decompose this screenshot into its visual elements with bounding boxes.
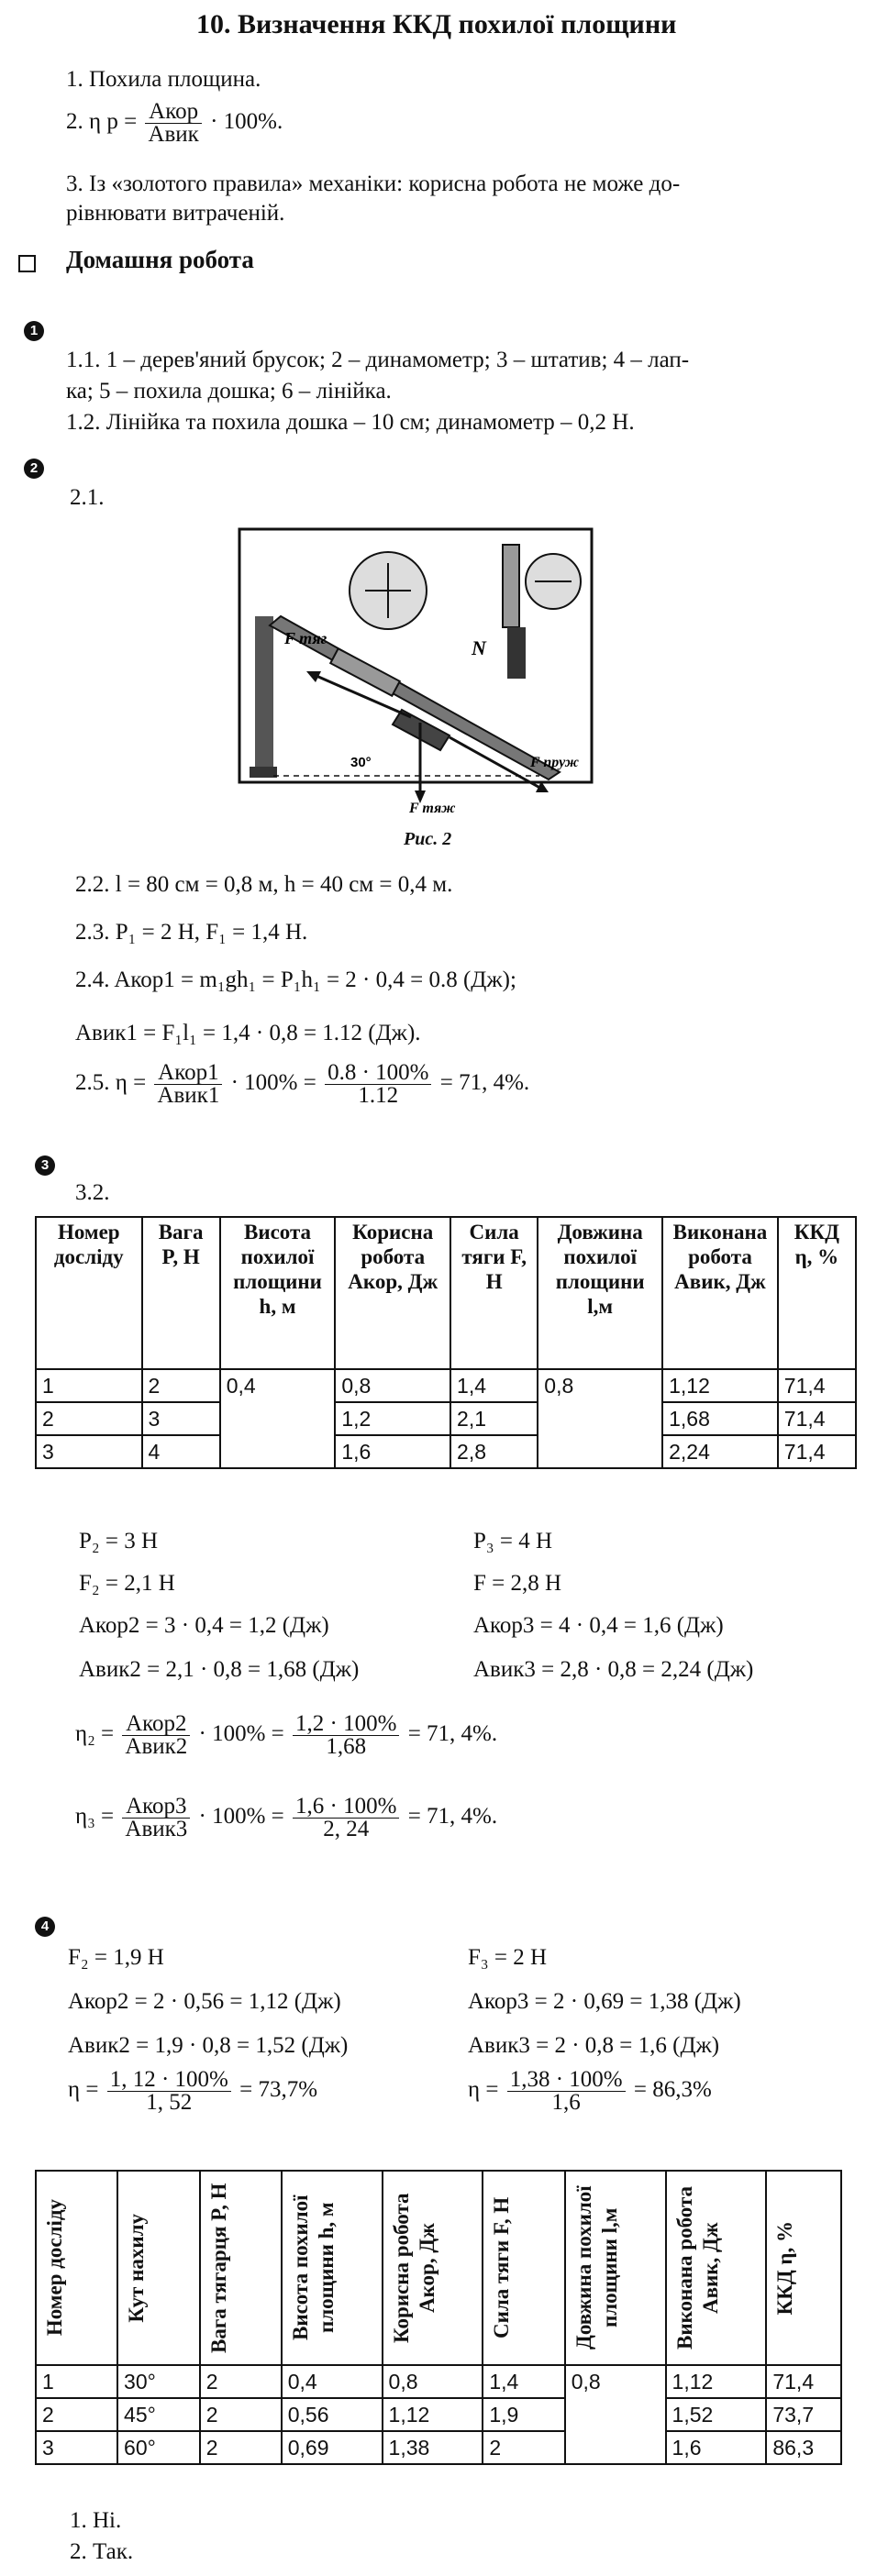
intro-item-3-line-2: рівнювати витраченій. [66, 201, 285, 226]
s4-akor3: Aкор3 = 2 · 0,69 = 1,38 (Дж) [468, 1989, 741, 2014]
s4-eta-a-prefix: η = [68, 2077, 99, 2103]
t3-header-cell: ККД η, % [778, 1217, 856, 1369]
s3-eta3-den-1: Aвик3 [125, 1817, 188, 1841]
label-fpruzh: F пруж [530, 755, 580, 770]
table-4 [35, 2170, 842, 2465]
t4-cell: 1,38 [383, 2431, 483, 2464]
t4-cell: 1,6 [666, 2431, 767, 2464]
s4-eta-a-suffix: = 73,7% [239, 2077, 318, 2103]
t4-cell: 86,3 [766, 2431, 841, 2464]
t3-cell: 2 [142, 1369, 220, 1402]
table-row [36, 1369, 856, 1402]
label-n: N [472, 636, 486, 659]
intro-fraction-denominator: Aвик [148, 122, 199, 147]
t4-cell: 2 [36, 2398, 117, 2431]
s3-eta2-den-1: Aвик2 [125, 1734, 188, 1759]
t4-cell: 0,56 [282, 2398, 383, 2431]
section-3-badge: 3 [35, 1155, 55, 1176]
t4-cell: 2 [200, 2398, 282, 2431]
s4-akor2: Aкор2 = 2 · 0,56 = 1,12 (Дж) [68, 1989, 341, 2014]
s4-eta-b-fraction [507, 2069, 626, 2114]
label-ftyazh: F тяж [409, 801, 456, 816]
s3-eta2-fraction-1 [122, 1713, 190, 1758]
s3-p2: P₂ = 3 Н [79, 1529, 159, 1553]
t4-cell: 30° [117, 2365, 200, 2398]
s4-avyk2: Aвик2 = 1,9 · 0,8 = 1,52 (Дж) [68, 2033, 349, 2058]
table-row [36, 1435, 856, 1468]
vertical-dynamometer [503, 545, 519, 627]
t3-header-cell: Висота похилої площини h, м [220, 1217, 336, 1369]
s2-eta-num-2: 0.8 · 100% [325, 1062, 431, 1085]
s1-line-2: ка; 5 – похила дошка; 6 – лінійка. [66, 379, 392, 404]
s3-f3: F = 2,8 Н [473, 1571, 562, 1596]
table-4-header-row [36, 2171, 841, 2365]
t4-header-text: Висота похилої площини h, м [288, 2195, 338, 2341]
t4-header-cell [36, 2171, 117, 2365]
s2-eta-mid: · 100% = [230, 1070, 316, 1096]
stand-base [250, 767, 277, 778]
intro-item-3-line-1: 3. Із «золотого правила» механіки: корисна робота не може до- [66, 171, 681, 196]
s3-eta2-prefix: η₂ = [75, 1721, 115, 1747]
s2-eta-fraction-1 [154, 1062, 222, 1107]
s3-eta2-den-2: 1,68 [326, 1734, 367, 1759]
homework-title: Домашня робота [66, 246, 254, 273]
intro-item-2-suffix: · 100%. [210, 109, 283, 135]
t3-header-cell: Сила тяги F, Н [450, 1217, 538, 1369]
s3-eta3-suffix: = 71, 4%. [407, 1804, 498, 1830]
t4-header-text: Сила тяги F, Н [490, 2196, 514, 2339]
intro-fraction [145, 101, 201, 146]
t4-header-text: Кут нахилу [125, 2213, 149, 2323]
s3-eta2-fraction-2 [293, 1713, 399, 1758]
t4-header-cell [282, 2171, 383, 2365]
label-angle: 30° [350, 755, 372, 770]
t3-cell: 4 [142, 1435, 220, 1468]
s3-p3: P₃ = 4 Н [473, 1529, 553, 1553]
t4-header-text: ККД η, % [773, 2220, 797, 2316]
t4-header-cell [666, 2171, 767, 2365]
t3-cell: 1,6 [335, 1435, 450, 1468]
t4-cell: 1,12 [383, 2398, 483, 2431]
s3-eta2-num-2: 1,2 · 100% [293, 1713, 399, 1736]
t3-cell: 1 [36, 1369, 142, 1402]
t4-cell: 0,69 [282, 2431, 383, 2464]
s4-eta-a-line [68, 2069, 317, 2114]
s3-eta2-line [75, 1713, 497, 1758]
t3-cell: 3 [36, 1435, 142, 1468]
s4-eta-b-prefix: η = [468, 2077, 499, 2103]
s3-eta2-num-1: Aкор2 [122, 1713, 190, 1736]
t4-header-text: Виконана робота Aвик, Дж [672, 2185, 722, 2350]
s4-eta-b-num: 1,38 · 100% [507, 2069, 626, 2092]
t4-header-cell [200, 2171, 282, 2365]
t4-cell: 0,8 [383, 2365, 483, 2398]
t4-header-cell [565, 2171, 666, 2365]
t4-cell: 73,7 [766, 2398, 841, 2431]
s3-eta3-fraction-2 [293, 1796, 399, 1841]
t4-cell: 71,4 [766, 2365, 841, 2398]
s2-line-2-3: 2.3. P₁ = 2 Н, F₁ = 1,4 Н. [75, 920, 308, 945]
t4-header-text: Вага тягарця P, Н [206, 2183, 230, 2353]
s4-eta-b-den: 1,6 [551, 2090, 581, 2115]
t3-cell: 0,8 [538, 1369, 662, 1468]
s3-akor3: Aкор3 = 4 · 0,4 = 1,6 (Дж) [473, 1613, 724, 1638]
t4-header-cell [483, 2171, 564, 2365]
s4-f3: F₃ = 2 Н [468, 1945, 548, 1970]
s3-f2: F₂ = 2,1 Н [79, 1571, 175, 1596]
table-3-header-row [36, 1217, 856, 1369]
s3-avyk2: Aвик2 = 2,1 · 0,8 = 1,68 (Дж) [79, 1657, 360, 1682]
s4-eta-a-num: 1, 12 · 100% [107, 2069, 231, 2092]
s2-line-2-4: 2.4. Aкор1 = m₁gh₁ = P₁h₁ = 2 · 0,4 = 0.8 (Дж); [75, 967, 516, 992]
t4-cell: 2 [483, 2431, 564, 2464]
t3-cell: 1,2 [335, 1402, 450, 1435]
table-row [36, 2365, 841, 2398]
section-4-badge: 4 [35, 1917, 55, 1937]
t4-cell: 0,4 [282, 2365, 383, 2398]
s4-avyk3: Aвик3 = 2 · 0,8 = 1,6 (Дж) [468, 2033, 720, 2058]
t4-header-text: Номер досліду [43, 2199, 66, 2337]
s3-eta3-line [75, 1796, 497, 1841]
s4-eta-b-suffix: = 86,3% [633, 2077, 712, 2103]
t3-header-cell: Вага P, Н [142, 1217, 220, 1369]
t3-header-cell: Номер досліду [36, 1217, 142, 1369]
s4-eta-a-fraction [107, 2069, 231, 2114]
t4-cell: 2 [200, 2431, 282, 2464]
s4-eta-a-den: 1, 52 [146, 2090, 193, 2115]
s3-eta3-num-1: Aкор3 [122, 1796, 190, 1819]
table-row [36, 2431, 841, 2464]
s3-eta3-den-2: 2, 24 [323, 1817, 370, 1841]
t4-cell: 45° [117, 2398, 200, 2431]
section-1-badge: 1 [24, 321, 44, 341]
s1-line-1: 1.1. 1 – дерев'яний брусок; 2 – динамометр; 3 – штатив; 4 – лап- [66, 348, 690, 372]
s2-line-2-5 [75, 1062, 529, 1107]
t4-cell: 1,52 [666, 2398, 767, 2431]
s2-eta-den-1: Aвик1 [157, 1083, 220, 1108]
table-row [36, 1402, 856, 1435]
table-row [36, 2398, 841, 2431]
checkbox-square-icon [18, 255, 36, 272]
intro-item-2-prefix: 2. η р = [66, 109, 138, 135]
t4-cell: 1 [36, 2365, 117, 2398]
s3-eta3-mid: · 100% = [198, 1804, 284, 1830]
s4-eta-b-line [468, 2069, 712, 2114]
s4-answer-1: 1. Ні. [70, 2508, 122, 2533]
t3-cell: 2,24 [662, 1435, 778, 1468]
t4-cell: 3 [36, 2431, 117, 2464]
t4-cell: 1,4 [483, 2365, 564, 2398]
t3-cell: 2,8 [450, 1435, 538, 1468]
intro-item-1: 1. Похила площина. [66, 67, 261, 92]
t3-cell: 3 [142, 1402, 220, 1435]
t3-header-cell: Виконана робота Aвик, Дж [662, 1217, 778, 1369]
t3-header-cell: Корисна робота Aкор, Дж [335, 1217, 450, 1369]
t4-cell: 60° [117, 2431, 200, 2464]
section-2-badge: 2 [24, 459, 44, 479]
s2-line-2-2: 2.2. l = 80 см = 0,8 м, h = 40 см = 0,4 м. [75, 872, 453, 897]
label-ftyagi: F тяг [284, 629, 327, 647]
s3-eta2-suffix: = 71, 4%. [407, 1721, 498, 1747]
s3-label: 3.2. [75, 1180, 110, 1205]
t3-cell: 0,4 [220, 1369, 336, 1468]
stand-post [255, 616, 273, 777]
t4-cell: 1,9 [483, 2398, 564, 2431]
intro-item-2 [66, 101, 283, 146]
s2-label: 2.1. [70, 485, 105, 510]
s2-eta-fraction-2 [325, 1062, 431, 1107]
t3-cell: 1,4 [450, 1369, 538, 1402]
t3-cell: 2,1 [450, 1402, 538, 1435]
t3-cell: 1,12 [662, 1369, 778, 1402]
s2-line-2-4b: Aвик1 = F₁l₁ = 1,4 · 0,8 = 1.12 (Дж). [75, 1021, 421, 1045]
s2-eta-prefix: 2.5. η = [75, 1070, 147, 1096]
t3-cell: 71,4 [778, 1369, 856, 1402]
intro-fraction-numerator: Aкор [145, 101, 201, 124]
s2-eta-den-2: 1.12 [358, 1083, 399, 1108]
s1-line-3: 1.2. Лінійка та похила дошка – 10 см; динамометр – 0,2 Н. [66, 410, 635, 435]
s3-eta3-num-2: 1,6 · 100% [293, 1796, 399, 1819]
hanging-weight [507, 627, 526, 679]
t3-cell: 2 [36, 1402, 142, 1435]
figure-caption: Рис. 2 [404, 829, 452, 849]
t4-cell: 2 [200, 2365, 282, 2398]
t4-cell: 0,8 [565, 2365, 666, 2464]
t3-cell: 0,8 [335, 1369, 450, 1402]
s3-eta3-fraction-1 [122, 1796, 190, 1841]
t4-header-cell [766, 2171, 841, 2365]
t3-header-cell: Довжина похилої площини l,м [538, 1217, 662, 1369]
s2-eta-num-1: Aкор1 [154, 1062, 222, 1085]
page-title: 10. Визначення ККД похилої площини [196, 9, 677, 39]
table-3 [35, 1216, 857, 1469]
inclined-plane-figure [237, 526, 594, 818]
t4-cell: 1,12 [666, 2365, 767, 2398]
t4-header-cell [383, 2171, 483, 2365]
t4-header-text: Довжина похилої площини l,м [572, 2185, 621, 2350]
t3-cell: 71,4 [778, 1435, 856, 1468]
s2-eta-suffix: = 71, 4%. [439, 1070, 530, 1096]
s4-f2: F₂ = 1,9 Н [68, 1945, 164, 1970]
s3-avyk3: Aвик3 = 2,8 · 0,8 = 2,24 (Дж) [473, 1657, 754, 1682]
t3-cell: 1,68 [662, 1402, 778, 1435]
t4-header-text: Корисна робота Aкор, Дж [389, 2193, 438, 2343]
t4-header-cell [117, 2171, 200, 2365]
s3-eta2-mid: · 100% = [198, 1721, 284, 1747]
s4-answer-2: 2. Так. [70, 2539, 134, 2564]
s3-eta3-prefix: η₃ = [75, 1804, 115, 1830]
s3-akor2: Aкор2 = 3 · 0,4 = 1,2 (Дж) [79, 1613, 329, 1638]
t3-cell: 71,4 [778, 1402, 856, 1435]
